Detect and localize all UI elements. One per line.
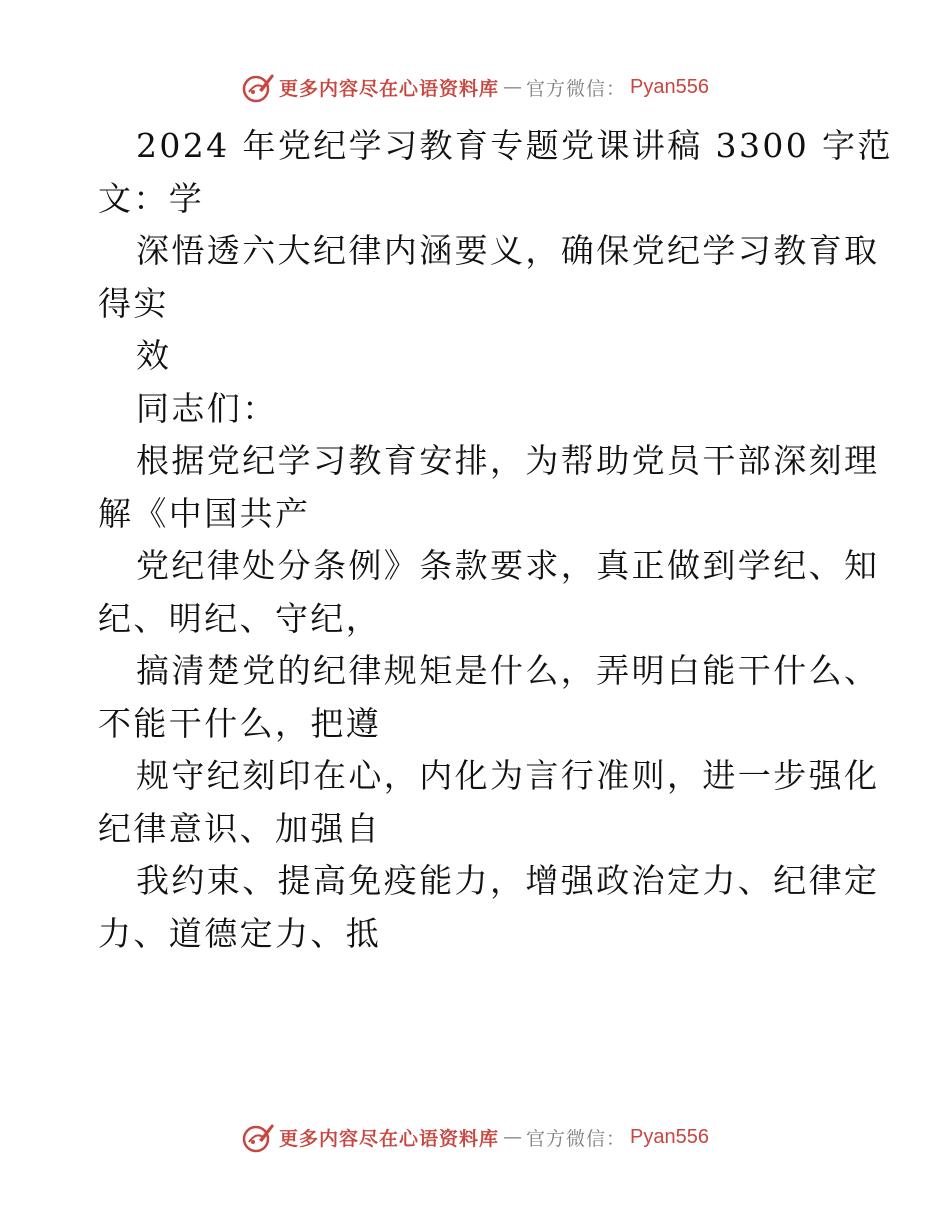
text-line: 2024 年党纪学习教育专题党课讲稿 3300 字范 (136, 126, 893, 165)
text-line: 解《中国共产 (98, 493, 311, 533)
watermark-id: Pyan556 (630, 1125, 709, 1148)
text-line: 效 (136, 336, 172, 375)
text-line: 文：学 (98, 178, 205, 218)
pen-logo-icon (241, 70, 275, 104)
document-body (98, 120, 893, 960)
watermark-brand: 更多内容尽在心语资料库 (279, 77, 500, 100)
text-line: 同志们： (136, 388, 278, 428)
watermark-brand: 更多内容尽在心语资料库 (279, 1127, 500, 1150)
text-line: 得实 (98, 283, 169, 323)
text-line: 搞清楚党的纪律规矩是什么，弄明白能干什么、 (136, 651, 880, 690)
watermark-dash: — (503, 1126, 523, 1148)
text-line: 纪律意识、加强自 (98, 808, 382, 848)
watermark-id: Pyan556 (630, 75, 709, 98)
text-line: 力、道德定力、抵 (98, 913, 382, 953)
text-line: 不能干什么，把遵 (98, 703, 382, 743)
watermark-official: 官方微信： (526, 77, 627, 100)
text-line: 规守纪刻印在心，内化为言行准则，进一步强化 (136, 756, 880, 795)
text-line: 深悟透六大纪律内涵要义，确保党纪学习教育取 (136, 231, 880, 270)
text-line: 纪、明纪、守纪， (98, 598, 382, 638)
text-line: 我约束、提高免疫能力，增强政治定力、纪律定 (136, 861, 880, 900)
text-line: 党纪律处分条例》条款要求，真正做到学纪、知 (136, 546, 880, 585)
watermark-official: 官方微信： (526, 1127, 627, 1150)
watermark-dash: — (503, 76, 523, 98)
pen-logo-icon (241, 1120, 275, 1154)
header-watermark (0, 70, 950, 104)
text-line: 根据党纪学习教育安排，为帮助党员干部深刻理 (136, 441, 880, 480)
footer-watermark (0, 1120, 950, 1154)
